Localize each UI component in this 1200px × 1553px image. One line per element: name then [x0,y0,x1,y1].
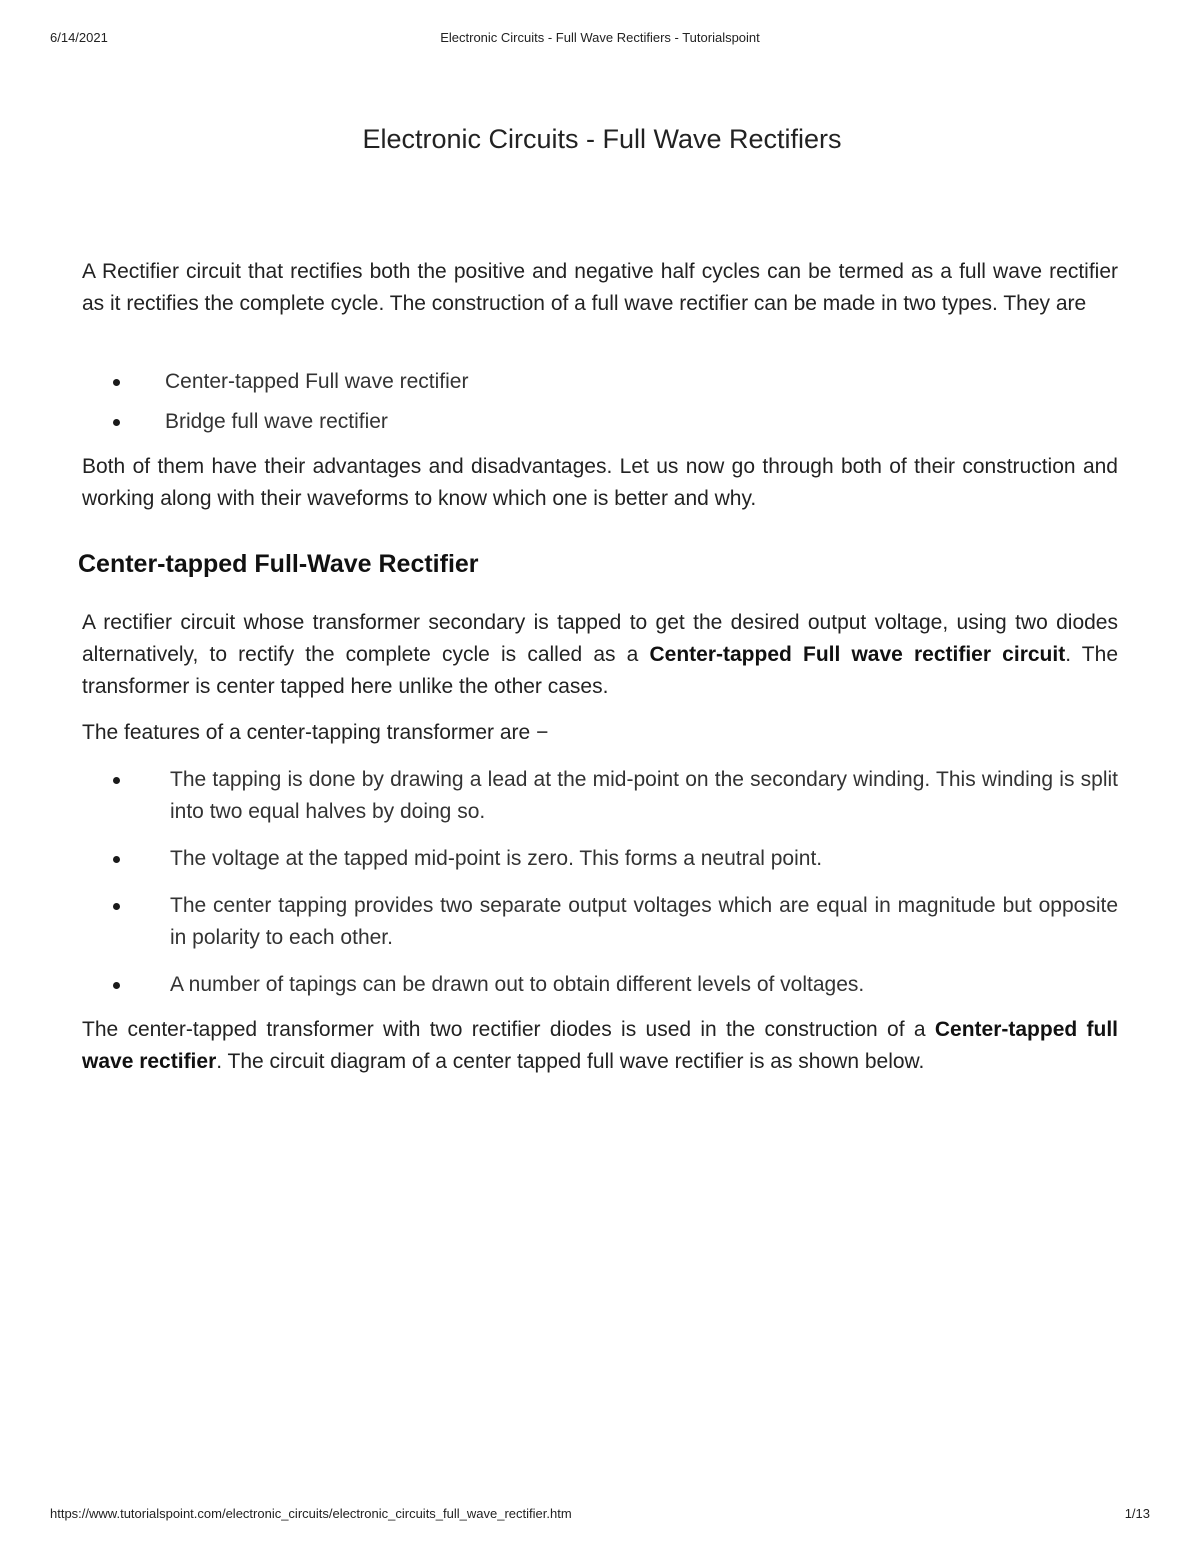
print-header [50,30,1150,50]
print-date: 6/14/2021 [50,30,108,45]
print-footer [50,1506,1150,1526]
article-title: Electronic Circuits - Full Wave Rectifiers [362,124,842,154]
print-page-title: Electronic Circuits - Full Wave Rectifiers - Tutorialspoint [440,30,760,45]
list-item: Center-tapped Full wave rectifier [82,366,1118,398]
bullet-icon [113,982,120,989]
bullet-icon [113,856,120,863]
features-list [82,764,1118,1016]
bullet-icon [113,903,120,910]
page-number: 1/13 [1124,1506,1150,1521]
intro-paragraph: A Rectifier circuit that rectifies both the positive and negative half cycles can be termed as a full wave rectifier as it rectifies the complete cycle. The construction of a full wave rectifier can be made in two types. They are [82,260,1118,315]
bullet-icon [113,777,120,784]
bullet-icon [113,379,120,386]
list-item: The tapping is done by drawing a lead at the mid-point on the secondary winding. This winding is split into two equal halves by doing so. [82,764,1118,828]
bullet-icon [113,419,120,426]
bold-term: Center-tapped Full wave rectifier circuit [649,643,1066,666]
list-item: A number of tapings can be drawn out to obtain different levels of voltages. [82,969,1118,1001]
bold-term: Center-tapped full wave rectifier [82,1018,1119,1073]
features-intro: The features of a center-tapping transformer are − [82,721,549,744]
comparison-paragraph: Both of them have their advantages and disadvantages. Let us now go through both of their construction and working along with their waveforms to know which one is better and why. [82,455,1118,510]
center-tapped-definition-paragraph: A rectifier circuit whose transformer secondary is tapped to get the desired output voltage, using two diodes alternatively, to rectify the complete cycle is called as a Center-tapped Full wave rectifier circuit. The transformer is center tapped here unlike the other cases. [82,611,1118,698]
page-url: https://www.tutorialspoint.com/electronic_circuits/electronic_circuits_full_wave_rectifier.htm [50,1506,572,1521]
section-heading: Center-tapped Full-Wave Rectifier [78,550,479,578]
circuit-intro-paragraph: The center-tapped transformer with two rectifier diodes is used in the construction of a Center-tapped full wave rectifier. The circuit diagram of a center tapped full wave rectifier is as shown below. [82,1018,1119,1073]
list-item: The center tapping provides two separate output voltages which are equal in magnitude but opposite in polarity to each other. [82,890,1118,954]
list-item: Bridge full wave rectifier [82,406,1118,438]
rectifier-types-list [82,366,1118,446]
list-item: The voltage at the tapped mid-point is zero. This forms a neutral point. [82,843,1118,875]
